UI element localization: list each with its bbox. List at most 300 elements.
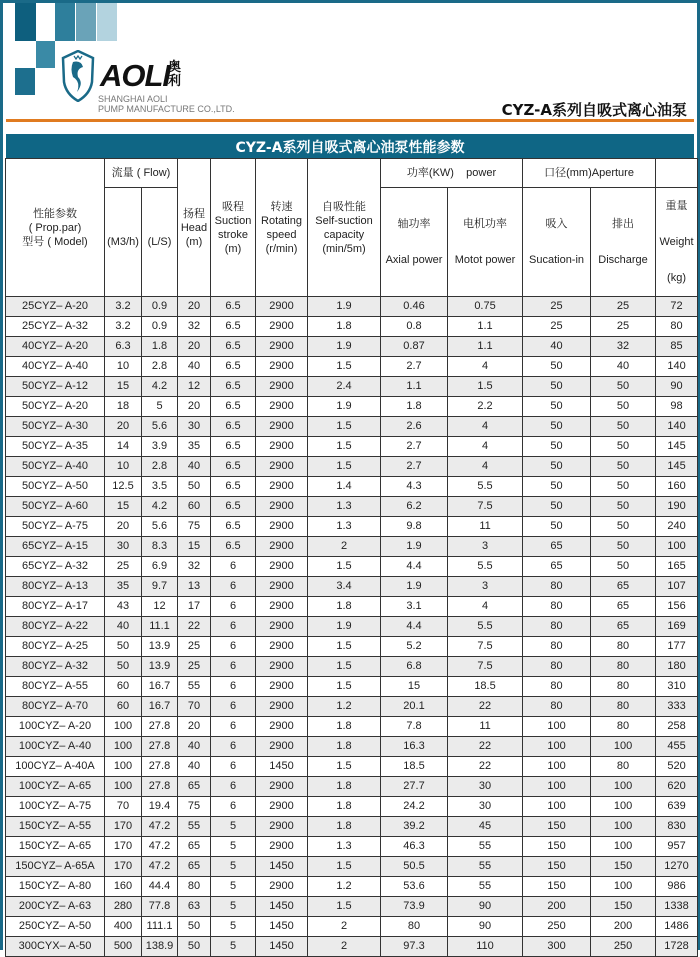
model-cell: 50CYZ– A-12 — [6, 377, 105, 397]
table-cell: 400 — [105, 917, 142, 937]
header-self-suction: 自吸性能 Self-suction capacity (min/5m) — [308, 159, 381, 297]
model-cell: 200CYZ– A-63 — [6, 897, 105, 917]
table-cell: 16.3 — [381, 737, 448, 757]
table-cell: 50 — [523, 497, 591, 517]
table-cell: 6.5 — [211, 297, 256, 317]
table-cell: 9.7 — [142, 577, 178, 597]
table-row — [6, 837, 698, 857]
table-cell: 0.46 — [381, 297, 448, 317]
header-inlet: 吸入 Sucation-in — [523, 188, 591, 297]
table-cell: 5.2 — [381, 637, 448, 657]
table-cell: 18.5 — [448, 677, 523, 697]
table-cell: 1.8 — [308, 597, 381, 617]
table-cell: 80 — [523, 597, 591, 617]
table-cell: 8.3 — [142, 537, 178, 557]
header-aperture: 口径(mm)Aperture — [523, 159, 656, 188]
model-cell: 80CYZ– A-13 — [6, 577, 105, 597]
table-cell: 40 — [591, 357, 656, 377]
model-cell: 50CYZ– A-75 — [6, 517, 105, 537]
table-cell: 1486 — [656, 917, 698, 937]
table-cell: 6 — [211, 757, 256, 777]
table-cell: 55 — [448, 857, 523, 877]
table-cell: 50 — [523, 417, 591, 437]
table-row — [6, 377, 698, 397]
table-cell: 100 — [523, 757, 591, 777]
table-cell: 14 — [105, 437, 142, 457]
table-row — [6, 877, 698, 897]
table-row — [6, 737, 698, 757]
table-cell: 70 — [178, 697, 211, 717]
table-cell: 1.9 — [381, 537, 448, 557]
header-flow: 流量 ( Flow) — [105, 159, 178, 188]
table-cell: 2900 — [256, 737, 308, 757]
table-cell: 1.8 — [308, 817, 381, 837]
table-cell: 4 — [448, 417, 523, 437]
model-cell: 100CYZ– A-75 — [6, 797, 105, 817]
table-cell: 50 — [523, 357, 591, 377]
table-cell: 50 — [591, 457, 656, 477]
table-cell: 1.5 — [448, 377, 523, 397]
table-cell: 111.1 — [142, 917, 178, 937]
table-cell: 5.5 — [448, 477, 523, 497]
table-cell: 200 — [523, 897, 591, 917]
table-cell: 98 — [656, 397, 698, 417]
table-row — [6, 357, 698, 377]
table-cell: 20 — [105, 417, 142, 437]
table-cell: 15 — [178, 537, 211, 557]
table-cell: 6 — [211, 637, 256, 657]
table-cell: 169 — [656, 617, 698, 637]
header-outlet: 排出 Discharge — [591, 188, 656, 297]
table-cell: 50 — [523, 517, 591, 537]
table-cell: 30 — [448, 777, 523, 797]
model-cell: 100CYZ– A-65 — [6, 777, 105, 797]
table-cell: 138.9 — [142, 937, 178, 957]
table-cell: 1.5 — [308, 637, 381, 657]
model-cell: 80CYZ– A-32 — [6, 657, 105, 677]
table-cell: 30 — [178, 417, 211, 437]
table-cell: 39.2 — [381, 817, 448, 837]
table-cell: 25 — [591, 297, 656, 317]
table-cell: 2900 — [256, 677, 308, 697]
table-cell: 50 — [178, 917, 211, 937]
model-cell: 150CYZ– A-80 — [6, 877, 105, 897]
table-cell: 2900 — [256, 697, 308, 717]
table-cell: 2900 — [256, 357, 308, 377]
table-cell: 3.5 — [142, 477, 178, 497]
table-cell: 50.5 — [381, 857, 448, 877]
table-cell: 200 — [591, 917, 656, 937]
table-cell: 6 — [211, 597, 256, 617]
table-cell: 25 — [178, 657, 211, 677]
table-cell: 22 — [448, 697, 523, 717]
table-cell: 27.8 — [142, 717, 178, 737]
table-cell: 0.8 — [381, 317, 448, 337]
brand-logo-cn: 奥利 — [168, 60, 182, 89]
table-cell: 5.5 — [448, 557, 523, 577]
table-cell: 12 — [178, 377, 211, 397]
table-cell: 6.5 — [211, 517, 256, 537]
table-cell: 19.4 — [142, 797, 178, 817]
table-cell: 9.8 — [381, 517, 448, 537]
model-cell: 50CYZ– A-50 — [6, 477, 105, 497]
table-cell: 85 — [656, 337, 698, 357]
table-cell: 4 — [448, 597, 523, 617]
table-row — [6, 297, 698, 317]
table-cell: 2900 — [256, 617, 308, 637]
table-row — [6, 677, 698, 697]
table-cell: 6 — [211, 717, 256, 737]
table-cell: 7.8 — [381, 717, 448, 737]
table-cell: 6.5 — [211, 377, 256, 397]
table-cell: 1.8 — [308, 737, 381, 757]
header-blank — [656, 159, 698, 188]
table-cell: 15 — [105, 497, 142, 517]
table-cell: 30 — [448, 797, 523, 817]
table-cell: 1.2 — [308, 697, 381, 717]
table-cell: 27.8 — [142, 737, 178, 757]
table-cell: 1450 — [256, 897, 308, 917]
table-cell: 53.6 — [381, 877, 448, 897]
table-cell: 258 — [656, 717, 698, 737]
table-cell: 22 — [178, 617, 211, 637]
table-cell: 20 — [178, 337, 211, 357]
table-cell: 160 — [656, 477, 698, 497]
table-cell: 2900 — [256, 557, 308, 577]
table-cell: 280 — [105, 897, 142, 917]
table-cell: 830 — [656, 817, 698, 837]
model-cell: 65CYZ– A-15 — [6, 537, 105, 557]
table-cell: 986 — [656, 877, 698, 897]
table-cell: 1.5 — [308, 757, 381, 777]
table-cell: 1.9 — [308, 297, 381, 317]
logo-square — [36, 41, 55, 68]
table-cell: 1.5 — [308, 857, 381, 877]
table-cell: 2.2 — [448, 397, 523, 417]
table-cell: 2900 — [256, 797, 308, 817]
table-cell: 1.9 — [308, 337, 381, 357]
table-cell: 25 — [523, 297, 591, 317]
table-row — [6, 697, 698, 717]
table-cell: 1.2 — [308, 877, 381, 897]
model-cell: 80CYZ– A-70 — [6, 697, 105, 717]
table-cell: 4.2 — [142, 377, 178, 397]
table-cell: 300 — [523, 937, 591, 957]
table-cell: 100 — [656, 537, 698, 557]
table-cell: 35 — [178, 437, 211, 457]
table-cell: 1728 — [656, 937, 698, 957]
model-cell: 65CYZ– A-32 — [6, 557, 105, 577]
table-cell: 1.5 — [308, 657, 381, 677]
table-row — [6, 657, 698, 677]
table-cell: 80 — [591, 717, 656, 737]
table-cell: 65 — [178, 857, 211, 877]
table-cell: 60 — [178, 497, 211, 517]
table-cell: 110 — [448, 937, 523, 957]
table-cell: 50 — [523, 437, 591, 457]
table-cell: 500 — [105, 937, 142, 957]
table-cell: 2900 — [256, 337, 308, 357]
table-cell: 5.5 — [448, 617, 523, 637]
table-cell: 639 — [656, 797, 698, 817]
table-row — [6, 557, 698, 577]
table-cell: 5 — [211, 897, 256, 917]
table-cell: 70 — [105, 797, 142, 817]
table-cell: 620 — [656, 777, 698, 797]
table-cell: 1.8 — [381, 397, 448, 417]
table-cell: 240 — [656, 517, 698, 537]
table-cell: 20 — [105, 517, 142, 537]
table-cell: 6.5 — [211, 357, 256, 377]
model-cell: 150CYZ– A-65 — [6, 837, 105, 857]
table-cell: 50 — [523, 477, 591, 497]
model-cell: 250CYZ– A-50 — [6, 917, 105, 937]
table-cell: 5.6 — [142, 517, 178, 537]
model-cell: 100CYZ– A-40 — [6, 737, 105, 757]
table-cell: 100 — [523, 777, 591, 797]
logo-square — [55, 3, 75, 41]
table-cell: 100 — [523, 737, 591, 757]
table-cell: 5 — [142, 397, 178, 417]
table-cell: 150 — [591, 857, 656, 877]
table-cell: 80 — [523, 617, 591, 637]
table-cell: 10 — [105, 457, 142, 477]
table-cell: 17 — [178, 597, 211, 617]
table-cell: 80 — [591, 637, 656, 657]
table-cell: 2.7 — [381, 357, 448, 377]
table-cell: 2900 — [256, 717, 308, 737]
table-cell: 2.4 — [308, 377, 381, 397]
table-cell: 4.4 — [381, 557, 448, 577]
table-cell: 5 — [211, 937, 256, 957]
table-cell: 60 — [105, 677, 142, 697]
table-cell: 0.9 — [142, 297, 178, 317]
table-cell: 15 — [105, 377, 142, 397]
model-cell: 150CYZ– A-65A — [6, 857, 105, 877]
table-cell: 4.3 — [381, 477, 448, 497]
table-row — [6, 337, 698, 357]
model-cell: 50CYZ– A-30 — [6, 417, 105, 437]
table-cell: 2900 — [256, 317, 308, 337]
header-weight: 重量 Weight (kg) — [656, 188, 698, 297]
table-cell: 90 — [448, 917, 523, 937]
table-cell: 5 — [211, 917, 256, 937]
table-cell: 65 — [178, 837, 211, 857]
table-cell: 3 — [448, 577, 523, 597]
header-power: 功率(KW) power — [381, 159, 523, 188]
table-cell: 1.5 — [308, 437, 381, 457]
table-cell: 165 — [656, 557, 698, 577]
table-cell: 40 — [178, 457, 211, 477]
table-cell: 50 — [523, 397, 591, 417]
table-cell: 140 — [656, 417, 698, 437]
table-cell: 40 — [178, 757, 211, 777]
table-body — [6, 297, 698, 957]
table-cell: 6.5 — [211, 537, 256, 557]
table-cell: 25 — [523, 317, 591, 337]
table-cell: 2900 — [256, 437, 308, 457]
table-cell: 43 — [105, 597, 142, 617]
table-row — [6, 477, 698, 497]
logo-square — [97, 3, 117, 41]
table-cell: 27.7 — [381, 777, 448, 797]
table-cell: 63 — [178, 897, 211, 917]
table-cell: 55 — [178, 817, 211, 837]
table-row — [6, 757, 698, 777]
table-row — [6, 417, 698, 437]
table-cell: 1.1 — [381, 377, 448, 397]
table-cell: 1.5 — [308, 897, 381, 917]
table-cell: 1.9 — [381, 577, 448, 597]
table-cell: 6 — [211, 617, 256, 637]
table-cell: 100 — [105, 737, 142, 757]
table-cell: 6.5 — [211, 337, 256, 357]
table-cell: 50 — [591, 477, 656, 497]
table-cell: 18 — [105, 397, 142, 417]
header-flow-ls: (L/S) — [142, 188, 178, 297]
table-cell: 1.8 — [308, 317, 381, 337]
table-cell: 80 — [523, 697, 591, 717]
brand-logo: AOLI — [100, 58, 171, 93]
table-cell: 12 — [142, 597, 178, 617]
table-cell: 1.3 — [308, 497, 381, 517]
table-cell: 15 — [381, 677, 448, 697]
table-cell: 145 — [656, 457, 698, 477]
model-cell: 40CYZ– A-40 — [6, 357, 105, 377]
table-cell: 0.75 — [448, 297, 523, 317]
table-cell: 50 — [523, 377, 591, 397]
model-cell: 50CYZ– A-35 — [6, 437, 105, 457]
table-cell: 455 — [656, 737, 698, 757]
table-cell: 80 — [591, 677, 656, 697]
table-cell: 80 — [591, 697, 656, 717]
table-cell: 150 — [523, 857, 591, 877]
table-cell: 80 — [523, 657, 591, 677]
table-cell: 25 — [105, 557, 142, 577]
table-cell: 80 — [523, 677, 591, 697]
table-cell: 6.2 — [381, 497, 448, 517]
table-cell: 957 — [656, 837, 698, 857]
model-cell: 50CYZ– A-40 — [6, 457, 105, 477]
table-cell: 20 — [178, 717, 211, 737]
table-cell: 145 — [656, 437, 698, 457]
table-cell: 100 — [591, 877, 656, 897]
model-cell: 50CYZ– A-60 — [6, 497, 105, 517]
table-cell: 2900 — [256, 657, 308, 677]
table-cell: 3.9 — [142, 437, 178, 457]
table-cell: 6 — [211, 677, 256, 697]
table-row — [6, 537, 698, 557]
table-cell: 6 — [211, 577, 256, 597]
table-cell: 90 — [448, 897, 523, 917]
table-cell: 6 — [211, 737, 256, 757]
table-cell: 32 — [178, 317, 211, 337]
table-cell: 1.8 — [142, 337, 178, 357]
table-cell: 80 — [523, 577, 591, 597]
table-cell: 80 — [523, 637, 591, 657]
table-cell: 2900 — [256, 837, 308, 857]
table-cell: 1.1 — [448, 317, 523, 337]
table-cell: 5.6 — [142, 417, 178, 437]
model-cell: 50CYZ– A-20 — [6, 397, 105, 417]
table-cell: 250 — [591, 937, 656, 957]
table-cell: 7.5 — [448, 497, 523, 517]
table-cell: 80 — [656, 317, 698, 337]
table-cell: 150 — [523, 837, 591, 857]
shield-logo-icon — [61, 50, 95, 102]
table-cell: 46.3 — [381, 837, 448, 857]
table-cell: 2900 — [256, 777, 308, 797]
table-cell: 1338 — [656, 897, 698, 917]
table-cell: 47.2 — [142, 837, 178, 857]
table-cell: 310 — [656, 677, 698, 697]
table-cell: 50 — [591, 537, 656, 557]
model-cell: 80CYZ– A-17 — [6, 597, 105, 617]
table-cell: 16.7 — [142, 677, 178, 697]
header-head: 扬程 Head (m) — [178, 159, 211, 297]
model-cell: 80CYZ– A-25 — [6, 637, 105, 657]
table-cell: 6.5 — [211, 497, 256, 517]
table-cell: 12.5 — [105, 477, 142, 497]
table-cell: 5 — [211, 837, 256, 857]
table-row — [6, 717, 698, 737]
table-cell: 50 — [591, 417, 656, 437]
table-cell: 80 — [381, 917, 448, 937]
model-cell: 100CYZ– A-20 — [6, 717, 105, 737]
table-cell: 2900 — [256, 637, 308, 657]
table-cell: 156 — [656, 597, 698, 617]
table-cell: 1.4 — [308, 477, 381, 497]
table-cell: 10 — [105, 357, 142, 377]
table-cell: 7.5 — [448, 637, 523, 657]
company-line2: PUMP MANUFACTURE CO.,LTD. — [98, 104, 235, 114]
performance-table — [5, 158, 698, 957]
table-row — [6, 317, 698, 337]
table-cell: 2900 — [256, 497, 308, 517]
table-cell: 2900 — [256, 297, 308, 317]
table-cell: 50 — [591, 517, 656, 537]
table-cell: 100 — [591, 817, 656, 837]
table-cell: 90 — [656, 377, 698, 397]
table-cell: 6.5 — [211, 397, 256, 417]
model-cell: 80CYZ– A-55 — [6, 677, 105, 697]
table-cell: 20 — [178, 297, 211, 317]
table-cell: 47.2 — [142, 817, 178, 837]
table-cell: 150 — [591, 897, 656, 917]
table-row — [6, 457, 698, 477]
model-cell: 150CYZ– A-55 — [6, 817, 105, 837]
table-cell: 150 — [523, 877, 591, 897]
table-cell: 3.1 — [381, 597, 448, 617]
table-cell: 50 — [523, 457, 591, 477]
model-cell: 80CYZ– A-22 — [6, 617, 105, 637]
table-cell: 2900 — [256, 877, 308, 897]
table-cell: 7.5 — [448, 657, 523, 677]
header-flow-m3h: (M3/h) — [105, 188, 142, 297]
table-cell: 25 — [591, 317, 656, 337]
table-cell: 6.5 — [211, 477, 256, 497]
table-cell: 2900 — [256, 517, 308, 537]
table-cell: 73.9 — [381, 897, 448, 917]
table-cell: 160 — [105, 877, 142, 897]
table-cell: 6.5 — [211, 457, 256, 477]
table-cell: 50 — [591, 437, 656, 457]
table-row — [6, 817, 698, 837]
table-cell: 2.7 — [381, 437, 448, 457]
table-cell: 1450 — [256, 917, 308, 937]
table-cell: 150 — [523, 817, 591, 837]
table-cell: 3 — [448, 537, 523, 557]
